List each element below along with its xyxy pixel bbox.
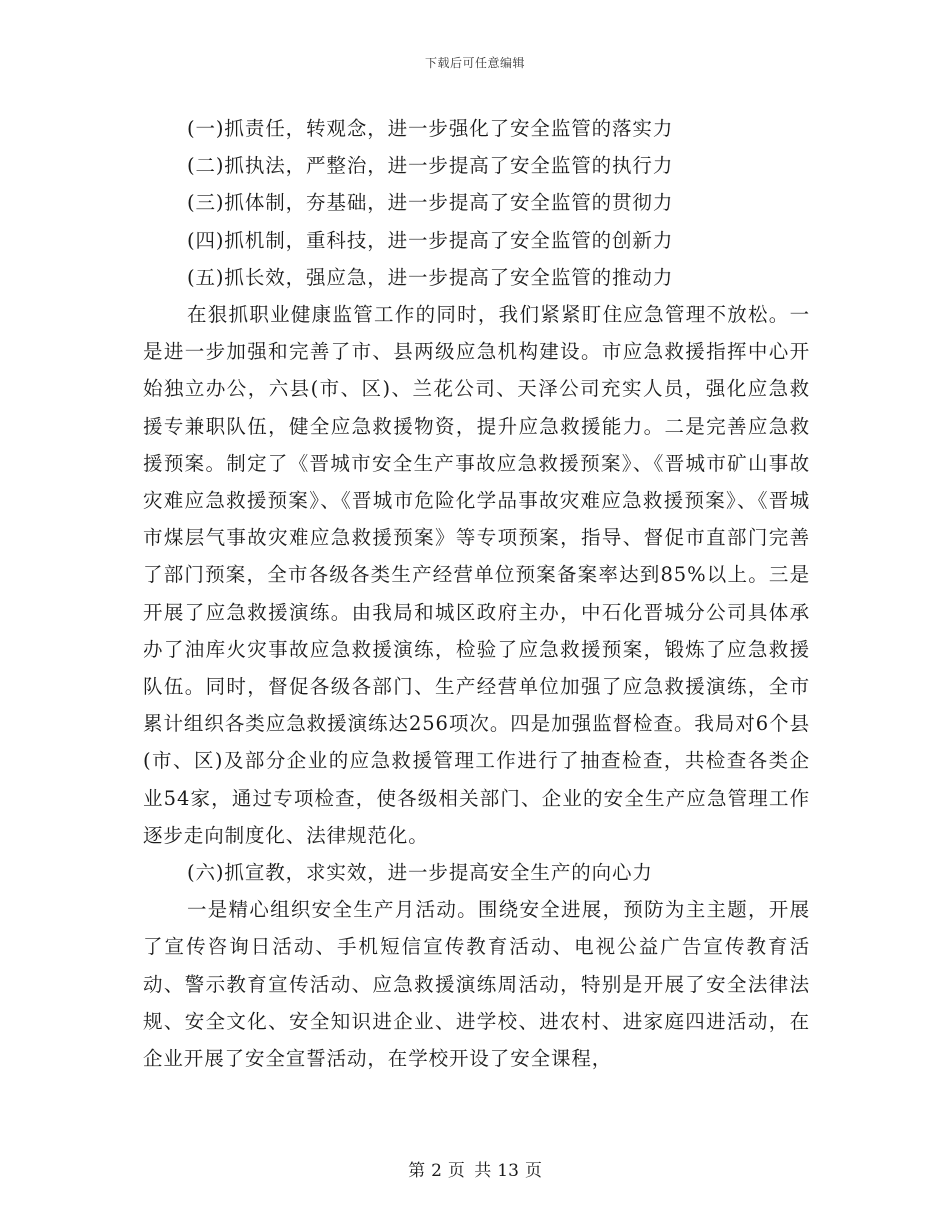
page-total: 13	[497, 1161, 519, 1181]
paragraph-emergency-management: 在狠抓职业健康监管工作的同时，我们紧紧盯住应急管理不放松。一是进一步加强和完善了市、县两级应急机构建设。市应急救援指挥中心开始独立办公，六县(市、区)、兰花公司、天泽公司充实人员，强化应急救援专兼职队伍，健全应急救援物资，提升应急救援能力。二是完善应急救援预案。制定了《晋城市安全生产事故应急救援预案》、《晋城市矿山事故灾难应急救援预案》、《晋城市危险化学品事故灾难应急救援预案》、《晋城市煤层气事故灾难应急救援预案》等专项预案，指导、督促市直部门完善了部门预案，全市各级各类生产经营单位预案备案率达到85%以上。三是开展了应急救援演练。由我局和城区政府主办，中石化晋城分公司具体承办了油库火灾事故应急救援演练，检验了应急救援预案，锻炼了应急救援队伍。同时，督促各级各部门、生产经营单位加强了应急救援演练，全市累计组织各类应急救援演练达256项次。四是加强监督检查。我局对6个县(市、区)及部分企业的应急救援管理工作进行了抽查检查，共检查各类企业54家，通过专项检查，使各级相关部门、企业的安全生产应急管理工作逐步走向制度化、法律规范化。	[143, 303, 810, 847]
page-header: 下载后可任意编辑	[424, 56, 525, 70]
section-heading-6: (六)抓宣教，求实效，进一步提高安全生产的向心力	[187, 861, 653, 885]
document-body	[143, 110, 810, 1077]
section-heading-1: (一)抓责任，转观念，进一步强化了安全监管的落实力	[187, 117, 674, 140]
page-suffix: 页	[524, 1161, 542, 1181]
section-heading-3: (三)抓体制，夯基础，进一步提高了安全监管的贯彻力	[187, 191, 674, 215]
page-number: 2	[431, 1161, 442, 1181]
page-footer	[0, 1156, 950, 1181]
section-heading-5: (五)抓长效，强应急，进一步提高了安全监管的推动力	[187, 265, 674, 289]
page-prefix: 第	[408, 1161, 426, 1181]
paragraph-safety-month: 一是精心组织安全生产月活动。围绕安全进展，预防为主主题，开展了宣传咨询日活动、手机短信宣传教育活动、电视公益广告宣传教育活动、警示教育宣传活动、应急救援演练周活动，特别是开展了安全法律法规、安全文化、安全知识进企业、进学校、进农村、进家庭四进活动，在企业开展了安全宣誓活动，在学校开设了安全课程，	[143, 898, 810, 1071]
section-heading-2: (二)抓执法，严整治，进一步提高了安全监管的执行力	[187, 154, 674, 178]
section-heading-4: (四)抓机制，重科技，进一步提高了安全监管的创新力	[187, 228, 674, 252]
page-middle: 页 共	[447, 1161, 492, 1181]
